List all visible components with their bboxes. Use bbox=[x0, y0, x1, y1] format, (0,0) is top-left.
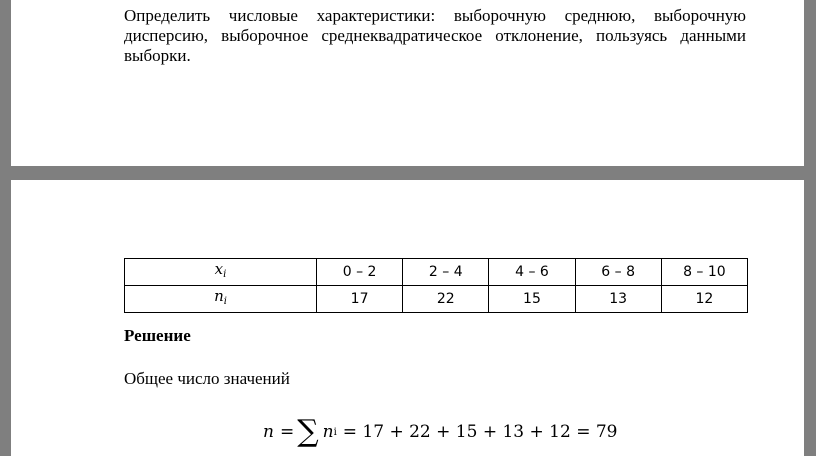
sub-i: i bbox=[223, 269, 227, 280]
table-cell: 4 – 6 bbox=[489, 259, 575, 286]
total-count-label: Общее число значений bbox=[124, 369, 290, 388]
table-cell: 2 – 4 bbox=[403, 259, 489, 286]
table-cell: 13 bbox=[575, 286, 661, 313]
table-row-frequencies bbox=[125, 286, 748, 313]
formula-sub: i bbox=[333, 426, 337, 438]
table-cell: 6 – 8 bbox=[575, 259, 661, 286]
var-x: x bbox=[214, 260, 224, 278]
page-top bbox=[11, 0, 804, 166]
table-cell: 12 bbox=[661, 286, 747, 313]
table-cell: 22 bbox=[403, 286, 489, 313]
table-cell: 8 – 10 bbox=[661, 259, 747, 286]
table-cell: 15 bbox=[489, 286, 575, 313]
formula-equals: = bbox=[279, 422, 295, 442]
table-cell: 0 – 2 bbox=[317, 259, 403, 286]
row-header-x bbox=[125, 259, 317, 286]
solution-heading: Решение bbox=[124, 326, 191, 345]
page-bottom bbox=[11, 180, 804, 456]
formula-var: n bbox=[322, 422, 334, 442]
formula-rhs: = 17 + 22 + 15 + 13 + 12 = 79 bbox=[342, 422, 618, 442]
formula-lhs: n bbox=[263, 422, 274, 442]
sample-data-table bbox=[124, 258, 748, 313]
sub-i: i bbox=[223, 296, 227, 307]
var-n: n bbox=[214, 287, 224, 305]
table-cell: 17 bbox=[317, 286, 403, 313]
row-header-n bbox=[125, 286, 317, 313]
table-row-intervals bbox=[125, 259, 748, 286]
task-text: Определить числовые характеристики: выборочную среднюю, выборочную дисперсию, выборочное среднеквадратическое отклонение, пользуясь данными выборки. bbox=[124, 6, 746, 65]
sum-formula bbox=[263, 412, 617, 452]
sigma-symbol: ∑ bbox=[297, 414, 319, 449]
